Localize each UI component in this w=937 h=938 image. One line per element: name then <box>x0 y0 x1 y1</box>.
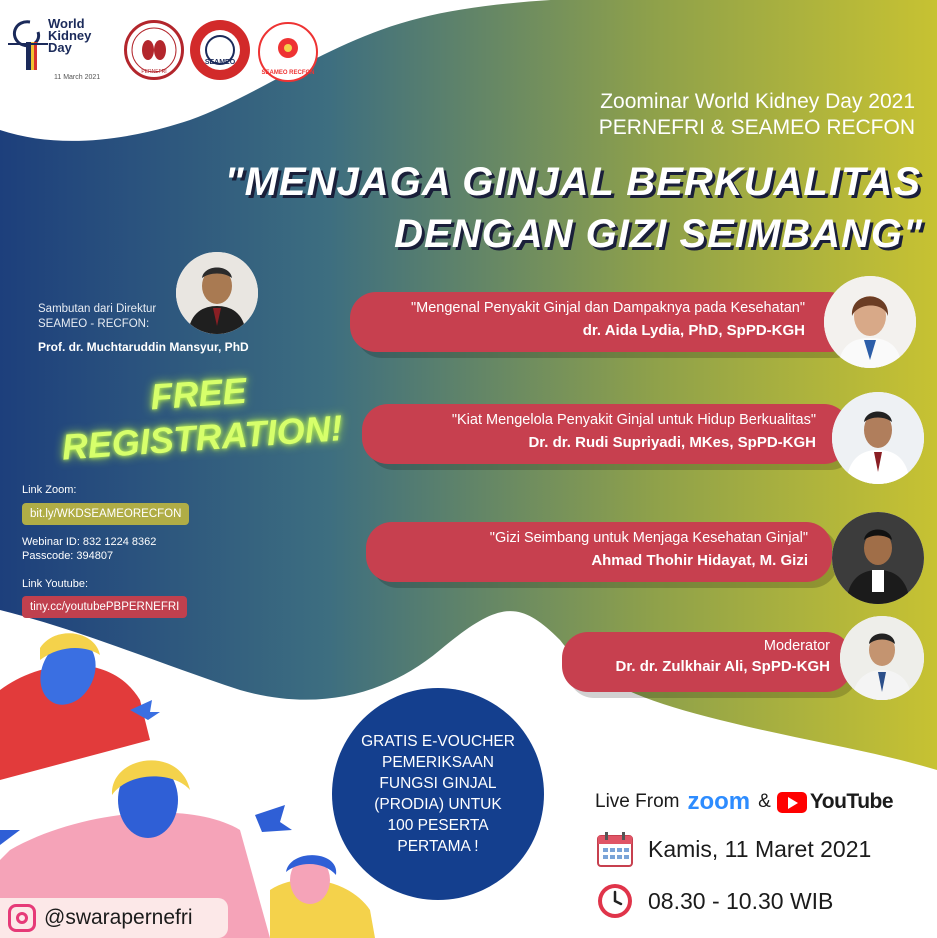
live-prefix: Live From <box>595 791 680 812</box>
instagram-handle: @swarapernefri <box>44 906 193 929</box>
youtube-logo: YouTube <box>809 790 894 813</box>
speaker-2-topic: "Kiat Mengelola Penyakit Ginjal untuk Hidup Berkualitas" <box>451 412 816 428</box>
wkd-date: 11 March 2021 <box>54 74 101 81</box>
speaker-3-topic: "Gizi Seimbang untuk Menjaga Kesehatan Ginjal" <box>489 530 808 546</box>
zoom-link[interactable]: bit.ly/WKDSEAMEORECFON <box>22 503 189 525</box>
free-line-1: FREE <box>149 369 248 418</box>
youtube-link[interactable]: tiny.cc/youtubePBPERNEFRI <box>22 596 187 618</box>
moderator-photo <box>840 616 924 700</box>
speaker-3-photo <box>832 512 924 604</box>
speaker-card-2 <box>362 404 850 464</box>
seal-3-text: SEAMEO RECFON <box>261 70 315 76</box>
zoom-link-label: Link Zoom: <box>22 484 77 496</box>
voucher-badge <box>332 688 544 900</box>
wkd-title: World Kidney Day <box>48 16 92 55</box>
speaker-2-photo <box>832 392 924 484</box>
moderator-label: Moderator <box>763 638 830 654</box>
event-line-1: Zoominar World Kidney Day 2021 <box>600 90 915 113</box>
figure-hand-blue-2 <box>255 805 292 832</box>
speaker-1-topic: "Mengenal Penyakit Ginjal dan Dampaknya pada Kesehatan" <box>411 300 805 316</box>
speaker-2-name: Dr. dr. Rudi Supriyadi, MKes, SpPD-KGH <box>528 434 816 451</box>
pernefri-seal-icon <box>124 20 184 80</box>
calendar-icon <box>596 830 634 868</box>
kidney-ribbon-icon <box>8 14 48 74</box>
seal-1-text: PERNEFRI <box>141 69 167 75</box>
passcode: Passcode: 394807 <box>22 550 114 562</box>
instagram-handle-bar[interactable] <box>0 898 228 938</box>
speaker-3-name: Ahmad Thohir Hidayat, M. Gizi <box>591 552 808 569</box>
seameo-gear-icon <box>190 20 250 80</box>
speaker-card-3 <box>366 522 832 582</box>
youtube-link-label: Link Youtube: <box>22 578 89 590</box>
instagram-icon <box>8 904 36 932</box>
event-time: 08.30 - 10.30 WIB <box>648 887 834 914</box>
event-date: Kamis, 11 Maret 2021 <box>648 835 872 862</box>
main-title-line-1: "MENJAGA GINJAL BERKUALITAS <box>224 160 921 204</box>
figure-hand-blue-3 <box>0 830 20 845</box>
event-line-2: PERNEFRI & SEAMEO RECFON <box>598 116 915 139</box>
live-from-row <box>595 788 893 816</box>
zoom-logo: zoom <box>687 788 751 815</box>
clock-icon <box>596 882 634 920</box>
free-line-2: REGISTRATION! <box>60 407 344 468</box>
time-row <box>596 882 833 920</box>
recfon-flower-icon <box>258 22 318 82</box>
director-name: Prof. dr. Muchtaruddin Mansyur, PhD <box>38 340 249 354</box>
voucher-text: GRATIS E-VOUCHER PEMERIKSAAN FUNGSI GINJAL (PRODIA) UNTUK 100 PESERTA PERTAMA ! <box>361 733 515 855</box>
live-amp: & <box>758 791 771 812</box>
world-kidney-day-logo <box>8 14 120 84</box>
youtube-play-icon <box>777 792 807 813</box>
speaker-card-1 <box>350 292 855 352</box>
moderator-card <box>562 632 852 692</box>
moderator-name: Dr. dr. Zulkhair Ali, SpPD-KGH <box>615 658 830 675</box>
speaker-1-name: dr. Aida Lydia, PhD, SpPD-KGH <box>582 322 805 339</box>
speaker-1-photo <box>824 276 916 368</box>
seal-2-text: SEAMEO <box>204 59 236 66</box>
webinar-id: Webinar ID: 832 1224 8362 <box>22 536 157 548</box>
main-title-line-2: DENGAN GIZI SEIMBANG" <box>394 212 923 256</box>
welcome-text: Sambutan dari Direktur SEAMEO - RECFON: <box>38 303 157 330</box>
date-row <box>596 830 871 868</box>
